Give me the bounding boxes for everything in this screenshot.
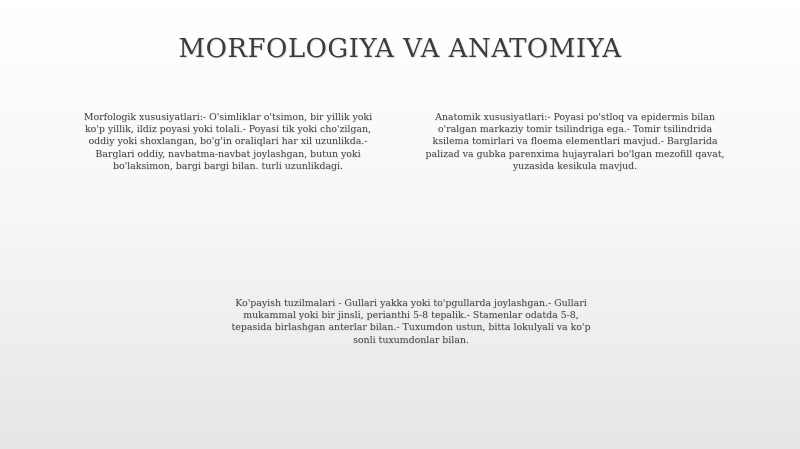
slide-title: MORFOLOGIYA VA ANATOMIYA	[178, 34, 622, 64]
anatomy-text-block: Anatomik xususiyatlari:- Poyasi po'stloq va epidermis bilan o'ralgan markaziy tomir tsilindriga ega.- Tomir tsilindrida ksilema tomirlari va floema elementlari mavjud.- Barglarida palizad va gubka parenxima hujayralari bo'lgan mezofill qavat, yuzasida kesikula mavjud.	[425, 112, 725, 172]
reproduction-text-block: Ko'payish tuzilmalari - Gullari yakka yoki to'pgullarda joylashgan.- Gullari mukammal yoki bir jinsli, perianthi 5-8 tepalik.- Stamenlar odatda 5-8, tepasida birlashgan anterlar bilan.- Tuxumdon ustun, bitta lokulyali va ko'p sonli tuxumdonlar bilan.	[231, 298, 591, 346]
morphology-text-block: Morfologik xususiyatlari:- O'simliklar o'tsimon, bir yillik yoki ko'p yillik, ildiz poyasi yoki tolali.- Poyasi tik yoki cho'zilgan, oddiy yoki shoxlangan, bo'g'in oraliqlari har xil uzunlikda.- Barglari oddiy, navbatma-navbat joylashgan, butun yoki bo'laksimon, bargi bargi bilan. turli uzunlikdagi.	[83, 112, 373, 172]
